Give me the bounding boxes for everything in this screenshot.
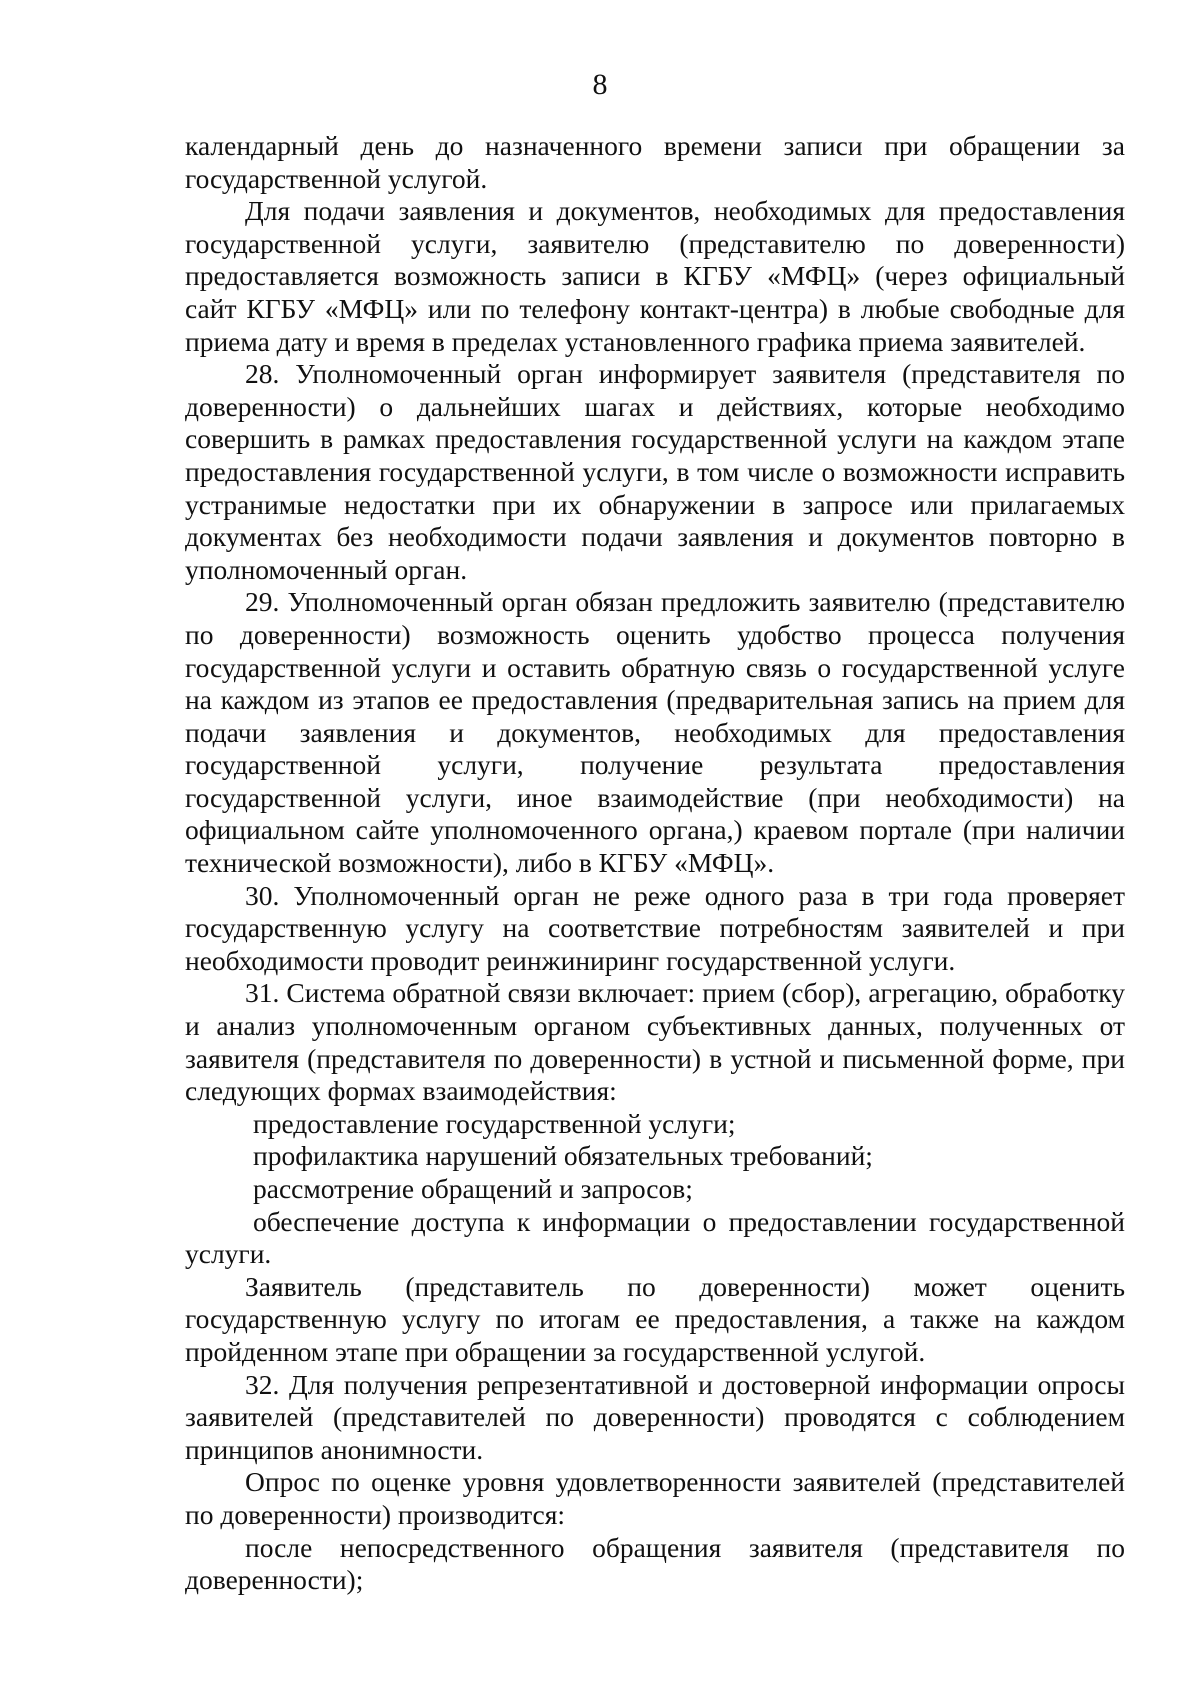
document-body (185, 130, 1125, 1597)
paragraph: Опрос по оценке уровня удовлетворенности заявителей (представителей по доверенности) производится: (185, 1466, 1125, 1530)
paragraph: Заявитель (представитель по доверенности) может оценить государственную услугу по итогам ее предоставления, а также на каждом пройденном этапе при обращении за государственной услугой. (185, 1270, 1125, 1367)
paragraph-item-31: 31. Система обратной связи включает: прием (сбор), агрегацию, обработку и анализ уполномоченным органом субъективных данных, полученных от заявителя (представителя по доверенности) в устной и письменной форме, при следующих формах взаимодействия: (185, 977, 1125, 1107)
paragraph-item-28: 28. Уполномоченный орган информирует заявителя (представителя по доверенности) о дальнейших шагах и действиях, которые необходимо совершить в рамках предоставления государственной услуги на каждом этапе предоставления государственной услуги, в том числе о возможности исправить устранимые недостатки при их обнаружении в запросе или прилагаемых документах без необходимости подачи заявления и документов повторно в уполномоченный орган. (185, 358, 1125, 585)
list-item: обеспечение доступа к информации о предоставлении государственной услуги. (185, 1205, 1125, 1270)
page-number: 8 (592, 68, 608, 101)
list-item: предоставление государственной услуги; (253, 1107, 736, 1139)
paragraph: календарный день до назначенного времени записи при обращении за государственной услугой. (185, 130, 1125, 194)
list-item: рассмотрение обращений и запросов; (253, 1173, 693, 1204)
paragraph-item-29: 29. Уполномоченный орган обязан предложить заявителю (представителю по доверенности) возможность оценить удобство процесса получения государственной услуги и оставить обратную связь о государственной услуге на каждом из этапов ее предоставления (предварительная запись на прием для подачи заявления и документов, необходимых для предоставления государственной услуги, получение результата предоставления государственной услуги, иное взаимодействие (при необходимости) на официальном сайте уполномоченного органа,) краевом портале (при наличии технической возможности), либо в КГБУ «МФЦ». (185, 586, 1125, 879)
paragraph: Для подачи заявления и документов, необходимых для предоставления государственной услуги, заявителю (представителю по доверенности) предоставляется возможность записи в КГБУ «МФЦ» (через официальный сайт КГБУ «МФЦ» или по телефону контакт-центра) в любые свободные для приема дату и время в пределах установленного графика приема заявителей. (185, 195, 1125, 357)
paragraph-item-32: 32. Для получения репрезентативной и достоверной информации опросы заявителей (представителей по доверенности) проводятся с соблюдением принципов анонимности. (185, 1368, 1125, 1465)
paragraph: после непосредственного обращения заявителя (представителя по доверенности); (185, 1531, 1125, 1596)
paragraph-item-30: 30. Уполномоченный орган не реже одного раза в три года проверяет государственную услугу на соответствие потребностям заявителей и при необходимости проводит реинжиниринг государственной услуги. (185, 879, 1125, 976)
list-item: профилактика нарушений обязательных требований; (253, 1140, 873, 1172)
